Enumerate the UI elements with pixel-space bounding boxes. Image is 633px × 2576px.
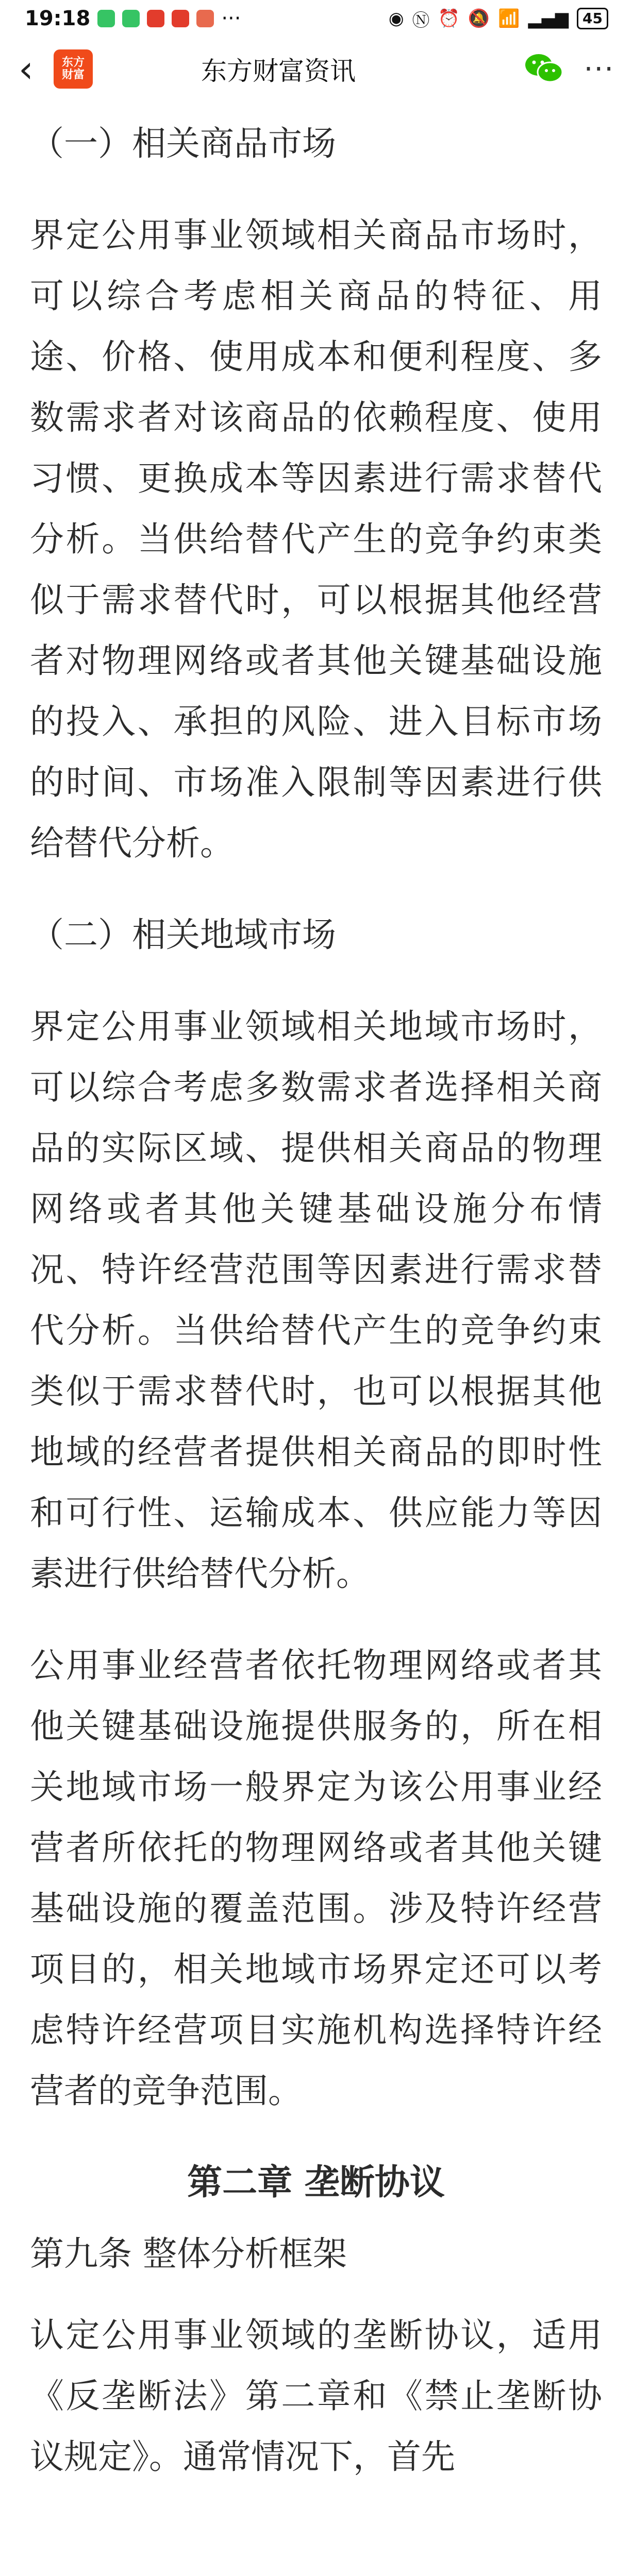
notification-app-icon: [122, 10, 140, 27]
article-paragraph: 界定公用事业领域相关商品市场时，可以综合考虑相关商品的特征、用途、价格、使用成本和便利程度、多数需求者对该商品的依赖程度、使用习惯、更换成本等因素进行需求替代分析。当供给替代产生的竞争约束类似于需求替代时，可以根据其他经营者对物理网络或者其他关键基础设施的投入、承担的风险、进入目标市场的时间、市场准入限制等因素进行供给替代分析。: [30, 215, 602, 863]
nav-actions: [524, 53, 614, 86]
wechat-icon[interactable]: [524, 53, 563, 86]
article-paragraph: 界定公用事业领域相关地域市场时，可以综合考虑多数需求者选择相关商品的实际区域、提供相关商品的物理网络或者其他关键基础设施分布情况、特许经营范围等因素进行需求替代分析。当供给替代产生的竞争约束类似于需求替代时，也可以根据其他地域的经营者提供相关商品的即时性和可行性、运输成本、供应能力等因素进行供给替代分析。: [30, 1007, 602, 1594]
status-time: 19:18: [25, 7, 91, 30]
notification-app-icon: [97, 10, 115, 27]
article-paragraph: 公用事业经营者依托物理网络或者其他关键基础设施提供服务的，所在相关地域市场一般界定为该公用事业经营者所依托的物理网络或者其他关键基础设施的覆盖范围。涉及特许经营项目的，相关地域市场界定还可以考虑特许经营项目实施机构选择特许经营者的竞争范围。: [30, 1646, 602, 2111]
notification-app-icon: [196, 10, 214, 27]
signal-icon: ▂▄▆: [528, 8, 569, 29]
chevron-left-icon[interactable]: ‹: [19, 47, 34, 91]
logo-line-2: 财富: [61, 69, 85, 81]
alarm-icon: ⏰: [438, 8, 460, 29]
section-heading: （二）相关地域市场: [30, 915, 336, 955]
article-content: [30, 113, 602, 2487]
nfc-icon: Ⓝ: [412, 10, 430, 31]
status-bar: [0, 0, 633, 37]
nav-bar: [0, 37, 633, 101]
chapter-title: 第二章 垄断协议: [187, 2162, 445, 2203]
status-left: [25, 7, 241, 30]
page-title: 东方财富资讯: [201, 56, 356, 86]
more-icon[interactable]: ···: [584, 52, 614, 86]
section-heading: （一）相关商品市场: [30, 124, 336, 163]
eye-icon: ◉: [388, 8, 404, 29]
logo-line-1: 东方: [61, 56, 85, 69]
notification-app-icon: [172, 10, 189, 27]
status-right: [389, 6, 608, 31]
article-subheading: 第九条 整体分析框架: [30, 2234, 347, 2274]
article-paragraph: 认定公用事业领域的垄断协议，适用《反垄断法》第二章和《禁止垄断协议规定》。通常情况下，首先: [30, 2315, 602, 2477]
notification-app-icon: [147, 10, 164, 27]
battery-icon: 45: [577, 8, 608, 29]
wifi-icon: 📶: [498, 8, 520, 29]
app-logo: [54, 49, 93, 89]
more-notifications: ···: [221, 7, 241, 30]
mute-icon: 🔕: [468, 8, 490, 29]
